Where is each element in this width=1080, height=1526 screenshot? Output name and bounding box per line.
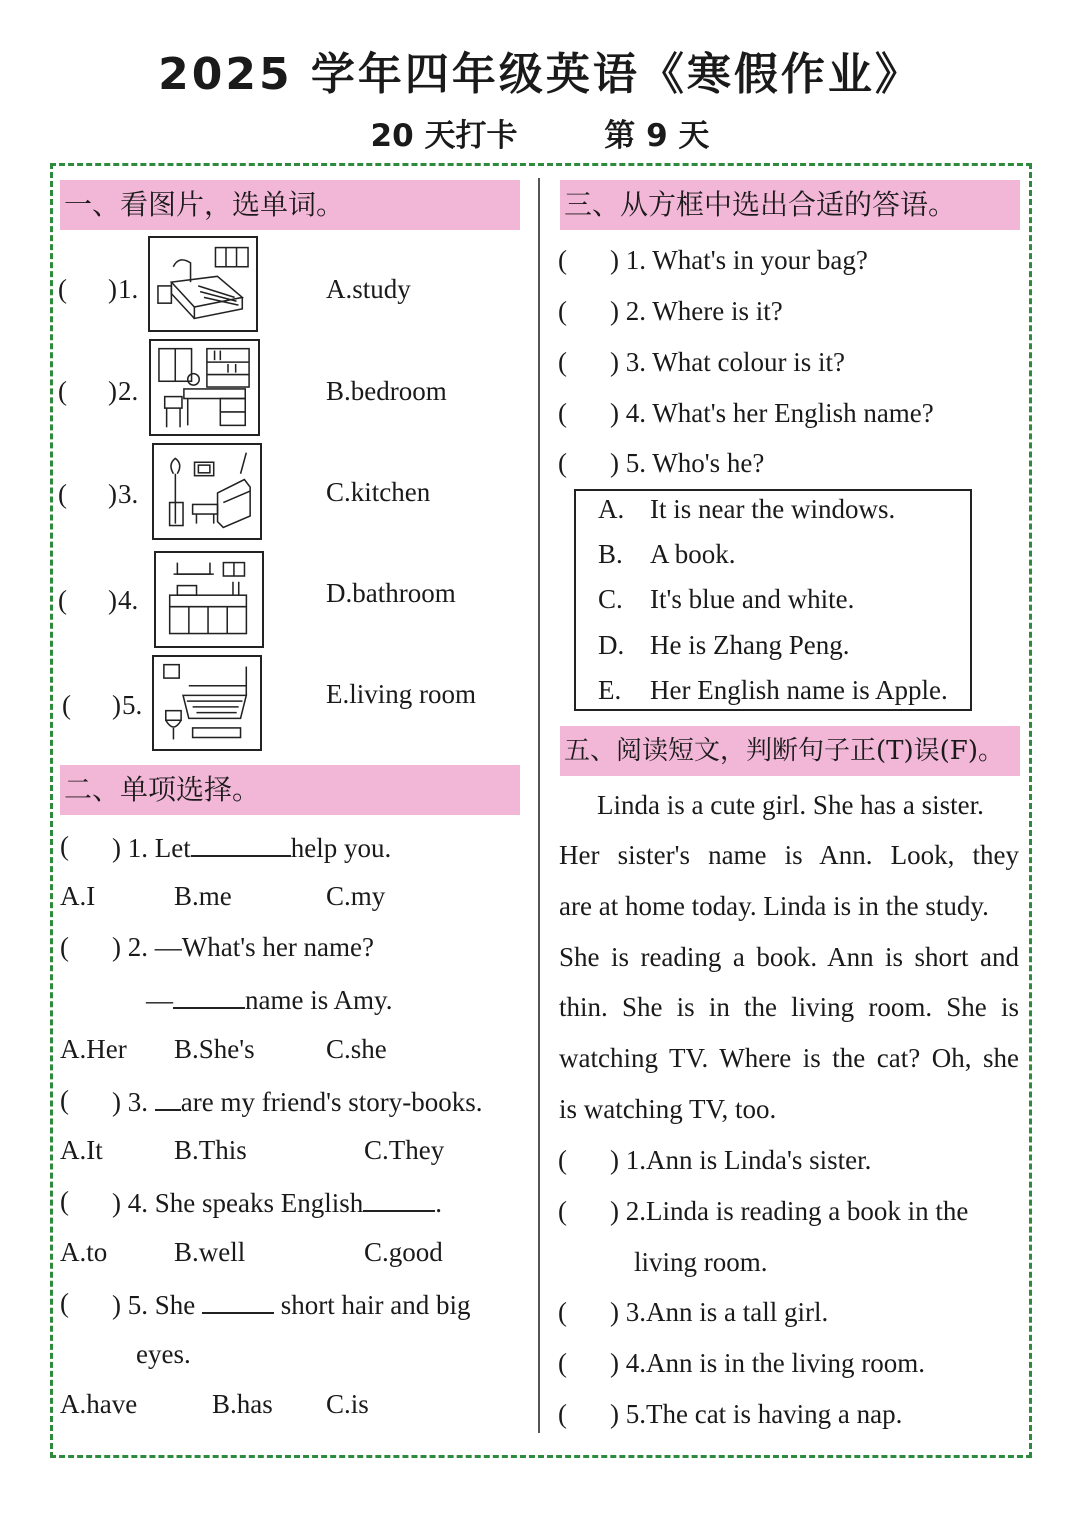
answer-paren[interactable]: ( bbox=[60, 932, 69, 962]
option-text: He is Zhang Peng. bbox=[650, 630, 850, 660]
answer-blank[interactable] bbox=[173, 981, 245, 1009]
answer-blank[interactable] bbox=[202, 1286, 274, 1314]
question-stem bbox=[112, 829, 391, 865]
answer-paren[interactable]: ( bbox=[558, 1348, 567, 1378]
choice: A.to bbox=[60, 1237, 108, 1267]
option-text: It is near the windows. bbox=[650, 494, 896, 524]
paren-close: ) bbox=[112, 690, 121, 720]
answer-paren[interactable]: ( bbox=[60, 831, 69, 861]
stem-part: help you. bbox=[290, 833, 392, 863]
checkin-label: 20 天打卡 bbox=[370, 118, 518, 154]
choice: A.I bbox=[60, 881, 96, 911]
choice: B.This bbox=[174, 1135, 247, 1165]
passage-line: Her sister's name is Ann. Look, they bbox=[559, 840, 1019, 870]
statement-text: ) 4.Ann is in the living room. bbox=[610, 1348, 925, 1378]
option-letter: D. bbox=[598, 630, 625, 660]
item-number: 5. bbox=[122, 690, 143, 720]
passage-line: is watching TV, too. bbox=[559, 1094, 777, 1124]
choice: C.They bbox=[364, 1135, 445, 1165]
option-letter: E. bbox=[598, 675, 622, 705]
answer-paren[interactable]: ( bbox=[558, 296, 567, 326]
section5-heading: 五、阅读短文，判断句子正(T)误(F)。 bbox=[560, 726, 1020, 776]
bathroom-picture-icon bbox=[152, 655, 262, 751]
stem-part: ) 5. She bbox=[112, 1290, 196, 1320]
answer-blank[interactable] bbox=[363, 1184, 435, 1212]
paren-close: ) bbox=[108, 479, 117, 509]
stem-part: . bbox=[435, 1188, 442, 1218]
section2-heading: 二、单项选择。 bbox=[60, 765, 520, 815]
answer-paren[interactable]: ( bbox=[558, 1399, 567, 1429]
statement-text: ) 3.Ann is a tall girl. bbox=[610, 1297, 829, 1327]
question-stem-line2 bbox=[146, 981, 393, 1017]
answer-paren[interactable]: ( bbox=[558, 448, 567, 478]
passage-line: She is reading a book. Ann is short and bbox=[559, 942, 1019, 972]
passage-line: Linda is a cute girl. She has a sister. bbox=[597, 790, 984, 820]
option-word: B.bedroom bbox=[326, 376, 447, 406]
stem-part: short hair and big bbox=[280, 1290, 471, 1320]
answer-paren[interactable]: ( bbox=[558, 245, 567, 275]
stem-part: name is Amy. bbox=[245, 985, 393, 1015]
question-stem bbox=[112, 1184, 442, 1220]
option-letter: B. bbox=[598, 539, 623, 569]
stem-part: ) 1. Let bbox=[112, 833, 191, 863]
question-text: ) 4. What's her English name? bbox=[610, 398, 934, 428]
page-subtitle bbox=[0, 110, 1080, 155]
choice: B.me bbox=[174, 881, 232, 911]
answer-paren[interactable]: ( bbox=[58, 479, 67, 509]
answer-paren[interactable]: ( bbox=[558, 1145, 567, 1175]
option-word: A.study bbox=[326, 274, 411, 304]
section3-heading: 三、从方框中选出合适的答语。 bbox=[560, 180, 1020, 230]
option-text: Her English name is Apple. bbox=[650, 675, 948, 705]
question-stem-line2: eyes. bbox=[136, 1339, 191, 1369]
stem-part: ) 3. bbox=[112, 1087, 148, 1117]
living-room-picture-icon bbox=[152, 443, 262, 540]
choice: C.my bbox=[326, 881, 386, 911]
answer-paren[interactable]: ( bbox=[58, 585, 67, 615]
item-number: 4. bbox=[118, 585, 139, 615]
option-text: It's blue and white. bbox=[650, 584, 855, 614]
choice: B.well bbox=[174, 1237, 246, 1267]
stem-part: are my friend's story-books. bbox=[180, 1087, 483, 1117]
choice: B.She's bbox=[174, 1034, 255, 1064]
statement-text-cont: living room. bbox=[634, 1247, 768, 1277]
bedroom-picture-icon bbox=[148, 236, 258, 332]
option-letter: C. bbox=[598, 584, 623, 614]
question-stem bbox=[112, 1286, 470, 1322]
question-text: ) 3. What colour is it? bbox=[610, 347, 845, 377]
item-number: 1. bbox=[118, 274, 139, 304]
paren-close: ) bbox=[108, 274, 117, 304]
choice: A.It bbox=[60, 1135, 103, 1165]
stem-part: ) 4. She speaks English bbox=[112, 1188, 364, 1218]
option-text: A book. bbox=[650, 539, 736, 569]
answer-blank[interactable] bbox=[191, 829, 291, 857]
answer-paren[interactable]: ( bbox=[558, 1196, 567, 1226]
stem-part: — bbox=[146, 985, 173, 1015]
item-number: 3. bbox=[118, 479, 139, 509]
section1-heading: 一、看图片，选单词。 bbox=[60, 180, 520, 230]
kitchen-picture-icon bbox=[154, 551, 264, 648]
answer-blank[interactable] bbox=[155, 1083, 181, 1111]
passage-line: are at home today. Linda is in the study. bbox=[559, 891, 989, 921]
answer-paren[interactable]: ( bbox=[58, 376, 67, 406]
answer-paren[interactable]: ( bbox=[60, 1085, 69, 1115]
answer-paren[interactable]: ( bbox=[558, 398, 567, 428]
choice: A.have bbox=[60, 1389, 138, 1419]
choice: B.has bbox=[212, 1389, 273, 1419]
question-stem: ) 2. —What's her name? bbox=[112, 932, 375, 962]
column-divider bbox=[538, 178, 540, 1433]
answer-paren[interactable]: ( bbox=[558, 1297, 567, 1327]
paren-close: ) bbox=[108, 376, 117, 406]
choice: C.she bbox=[326, 1034, 387, 1064]
statement-text: ) 1.Ann is Linda's sister. bbox=[610, 1145, 872, 1175]
question-text: ) 1. What's in your bag? bbox=[610, 245, 868, 275]
option-word: C.kitchen bbox=[326, 477, 431, 507]
study-picture-icon bbox=[149, 339, 260, 436]
choice: C.good bbox=[364, 1237, 443, 1267]
question-text: ) 5. Who's he? bbox=[610, 448, 765, 478]
statement-text: ) 2.Linda is reading a book in the bbox=[610, 1196, 969, 1226]
answer-paren[interactable]: ( bbox=[60, 1186, 69, 1216]
question-text: ) 2. Where is it? bbox=[610, 296, 783, 326]
choice: C.is bbox=[326, 1389, 369, 1419]
statement-text: ) 5.The cat is having a nap. bbox=[610, 1399, 903, 1429]
passage-line: thin. She is in the living room. She is bbox=[559, 992, 1019, 1022]
answer-paren[interactable]: ( bbox=[60, 1288, 69, 1318]
option-word: D.bathroom bbox=[326, 578, 456, 608]
page-title: 2025 学年四年级英语《寒假作业》 bbox=[158, 49, 922, 100]
paren-close: ) bbox=[108, 585, 117, 615]
choice: A.Her bbox=[60, 1034, 127, 1064]
answer-paren[interactable]: ( bbox=[62, 690, 71, 720]
question-stem bbox=[112, 1083, 483, 1119]
day-label: 第 9 天 bbox=[604, 118, 710, 154]
answer-paren[interactable]: ( bbox=[558, 347, 567, 377]
item-number: 2. bbox=[118, 376, 139, 406]
passage-line: watching TV. Where is the cat? Oh, she bbox=[559, 1043, 1019, 1073]
answer-paren[interactable]: ( bbox=[58, 274, 67, 304]
option-word: E.living room bbox=[326, 679, 476, 709]
option-letter: A. bbox=[598, 494, 625, 524]
